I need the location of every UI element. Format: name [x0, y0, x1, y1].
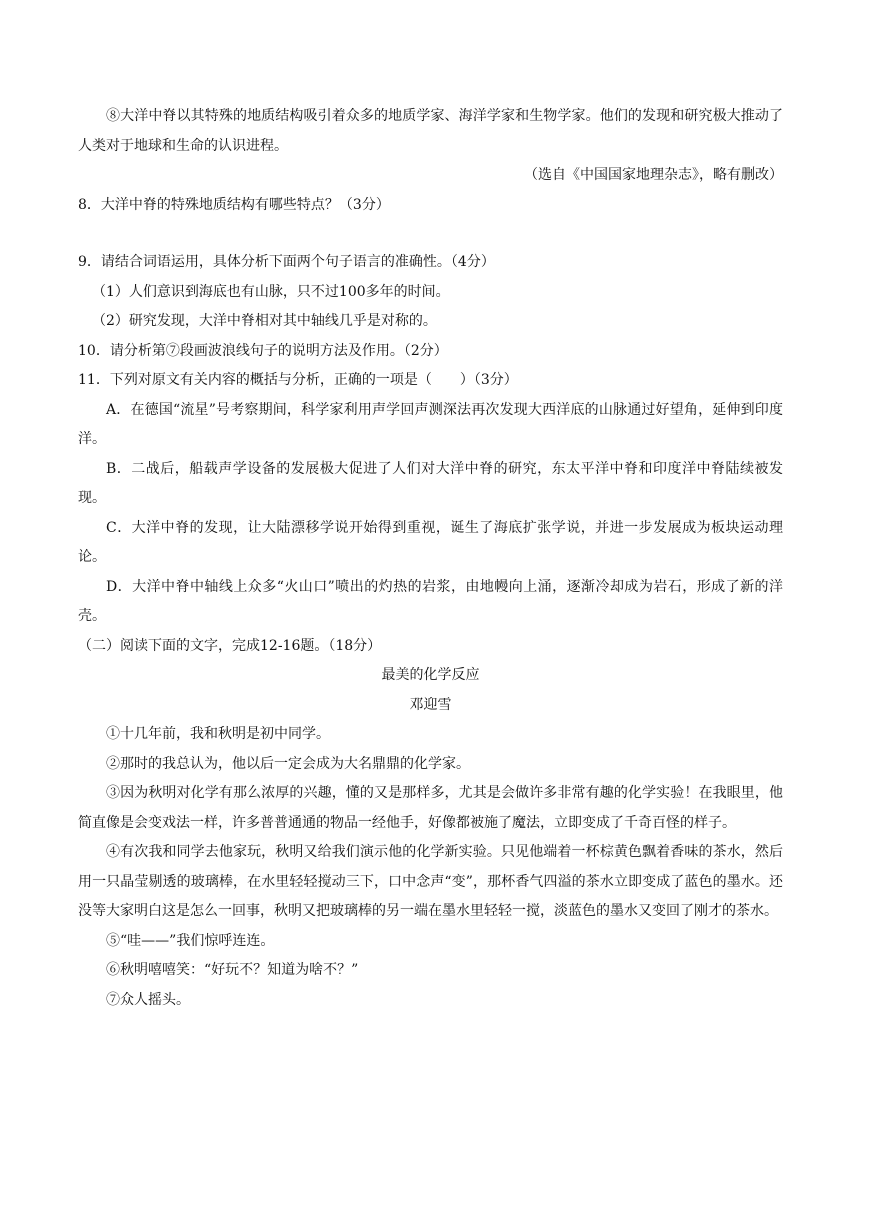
question-9: 9．请结合词语运用，具体分析下面两个句子语言的准确性。（4分）	[78, 254, 495, 270]
question-9-sentence-2: （2）研究发现，大洋中脊相对其中轴线几乎是对称的。	[92, 313, 437, 329]
passage-paragraph-8: ⑧大洋中脊以其特殊的地质结构吸引着众多的地质学家、海洋学家和生物学家。他们的发现和研究极大推动了人类对于地球和生命的认识进程。	[78, 108, 783, 154]
question-11: 11．下列对原文有关内容的概括与分析，正确的一项是（ ）（3分）	[78, 372, 518, 388]
article-paragraph-2: ②那时的我总认为，他以后一定会成为大名鼎鼎的化学家。	[106, 755, 470, 772]
article-paragraph-1: ①十几年前，我和秋明是初中同学。	[106, 726, 330, 742]
question-11-option-c: C．大洋中脊的发现，让大陆漂移学说开始得到重视，诞生了海底扩张学说，并进一步发展成为板块运动理论。	[78, 519, 783, 565]
article-paragraph-3: ③因为秋明对化学有那么浓厚的兴趣，懂的又是那样多，尤其是会做许多非常有趣的化学实验！在我眼里，他简直像是会变戏法一样，许多普普通通的物品一经他手，好像都被施了魔法，立即变成了千奇百怪的样子。	[78, 785, 783, 831]
article-title: 最美的化学反应	[381, 667, 480, 683]
answer-space	[78, 220, 783, 248]
source-citation: （选自《中国国家地理杂志》，略有删改）	[524, 167, 783, 183]
article-paragraph-5: ⑤“哇——”我们惊呼连连。	[106, 932, 275, 949]
question-8: 8．大洋中脊的特殊地质结构有哪些特点？（3分）	[78, 196, 390, 213]
question-9-sentence-1: （1）人们意识到海底也有山脉，只不过100多年的时间。	[92, 283, 450, 300]
document-page	[78, 102, 783, 1015]
question-11-option-a: A．在德国“流星”号考察期间，科学家利用声学回声测深法再次发现大西洋底的山脉通过好望角，延伸到印度洋。	[78, 401, 783, 447]
article-author: 邓迎雪	[409, 696, 452, 713]
article-paragraph-6: ⑥秋明嘻嘻笑：“好玩不？知道为啥不？”	[106, 962, 359, 978]
section-heading: （二）阅读下面的文字，完成12-16题。（18分）	[78, 637, 382, 654]
question-11-option-b: B．二战后，船载声学设备的发展极大促进了人们对大洋中脊的研究，东太平洋中脊和印度洋中脊陆续被发现。	[78, 460, 783, 506]
article-paragraph-4: ④有次我和同学去他家玩，秋明又给我们演示他的化学新实验。只见他端着一杯棕黄色飘着香味的茶水，然后用一只晶莹剔透的玻璃棒，在水里轻轻搅动三下，口中念声“变”，那杯香气四溢的茶水立即变成了蓝色的墨水。还没等大家明白这是怎么一回事，秋明又把玻璃棒的另一端在墨水里轻轻一搅，淡蓝色的墨水又变回了刚才的茶水。	[78, 844, 783, 919]
question-10: 10．请分析第⑦段画波浪线句子的说明方法及作用。（2分）	[78, 342, 448, 359]
article-paragraph-7: ⑦众人摇头。	[106, 991, 190, 1008]
question-11-option-d: D．大洋中脊中轴线上众多“火山口”喷出的灼热的岩浆，由地幔向上涌，逐渐冷却成为岩石，形成了新的洋壳。	[78, 578, 783, 624]
